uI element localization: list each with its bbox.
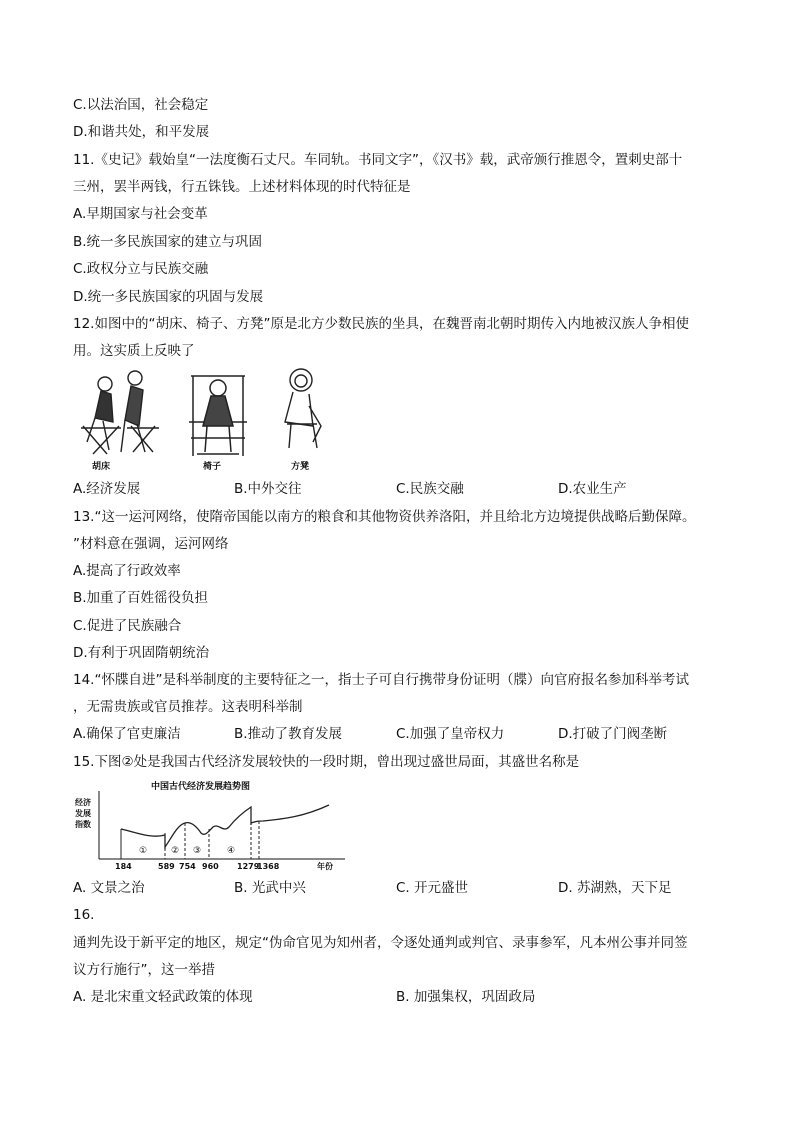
q12-option-d: D.农业生产 [558, 481, 627, 497]
q11-option-a: A.早期国家与社会变革 [73, 206, 208, 222]
q16-option-b: B. 加强集权，巩固政局 [396, 989, 536, 1005]
q15-option-b: B. 光武中兴 [234, 880, 306, 896]
period-label-4: ④ [227, 846, 236, 856]
q14-stem-line-2: ，无需贵族或官员推荐。这表明科举制 [73, 699, 303, 715]
seating-illustration [73, 366, 333, 474]
chart-ylabel-1: 经济 [75, 798, 91, 807]
q14-stem-line-1: 14.“怀牒自进”是科举制度的主要特征之一，指士子可自行携带身份证明（牒）向官府报名参加科举考试 [73, 672, 689, 688]
economy-trend-chart [73, 777, 353, 873]
q14-option-c: C.加强了皇帝权力 [396, 726, 505, 742]
q15-option-d: D. 苏湖熟，天下足 [558, 880, 672, 896]
q16-number: 16. [73, 907, 95, 923]
q13-stem-line-2: ”材料意在强调，运河网络 [73, 536, 229, 552]
x-tick-754: 754 [179, 862, 196, 871]
caption-square-stool: 方凳 [291, 462, 310, 472]
square-stool-drawing [285, 369, 321, 448]
x-tick-960: 960 [202, 862, 219, 871]
seating-drawings [73, 366, 333, 474]
q14-option-b: B.推动了教育发展 [234, 726, 343, 742]
period-label-3: ③ [193, 846, 202, 856]
q12-option-b: B.中外交往 [234, 481, 302, 497]
q10-option-c: C.以法治国，社会稳定 [73, 97, 209, 113]
q16-stem-line-2: 议方行施行”，这一举措 [73, 962, 215, 978]
q14-option-a: A.确保了官吏廉洁 [73, 726, 181, 742]
q11-stem-line-2: 三州，罢半两钱，行五铢钱。上述材料体现的时代特征是 [73, 179, 411, 195]
q11-stem-line-1: 11.《史记》载始皇“一法度衡石丈尺。车同轨。书同文字”，《汉书》载，武帝颁行推恩令，置刺史部十 [73, 152, 683, 168]
q11-option-b: B.统一多民族国家的建立与巩固 [73, 234, 263, 250]
q10-option-d: D.和谐共处，和平发展 [73, 124, 210, 140]
q12-stem-line-1: 12.如图中的“胡床、椅子、方凳”原是北方少数民族的坐具，在魏晋南北朝时期传入内地被汉族人争相使 [73, 316, 689, 332]
period-label-1: ① [139, 846, 148, 856]
q13-stem-line-1: 13.“这一运河网络，使隋帝国能以南方的粮食和其他物资供养洛阳，并且给北方边境提供战略后勤保障。 [73, 509, 696, 525]
q13-option-a: A.提高了行政效率 [73, 563, 181, 579]
q15-stem: 15.下图②处是我国古代经济发展较快的一段时期，曾出现过盛世局面，其盛世名称是 [73, 754, 580, 770]
q13-option-c: C.促进了民族融合 [73, 618, 182, 634]
q12-option-c: C.民族交融 [396, 481, 464, 497]
folding-stool-drawing [81, 371, 159, 454]
q16-option-a: A. 是北宋重文轻武政策的体现 [73, 989, 253, 1005]
x-tick-1368: 1368 [257, 862, 280, 871]
economy-trend-svg [73, 777, 353, 873]
q12-option-a: A.经济发展 [73, 481, 141, 497]
chair-drawing [189, 376, 247, 456]
x-tick-184: 184 [115, 862, 132, 871]
q14-option-d: D.打破了门阀垄断 [558, 726, 668, 742]
caption-chair: 椅子 [203, 462, 222, 472]
q15-option-a: A. 文景之治 [73, 880, 145, 896]
q11-option-c: C.政权分立与民族交融 [73, 261, 209, 277]
x-tick-589: 589 [158, 862, 175, 871]
chart-ylabel-3: 指数 [75, 820, 91, 829]
q16-stem-line-1: 通判先设于新平定的地区，规定“伪命官见为知州者，令逐处通判或判官、录事参军，凡本州公事并同签 [73, 935, 688, 951]
q11-option-d: D.统一多民族国家的巩固与发展 [73, 289, 264, 305]
chart-xlabel: 年份 [317, 862, 333, 871]
q12-stem-line-2: 用。这实质上反映了 [73, 343, 195, 359]
chart-ylabel-2: 发展 [75, 809, 91, 818]
trend-line [121, 805, 329, 849]
chart-title: 中国古代经济发展趋势图 [151, 782, 251, 792]
q15-option-c: C. 开元盛世 [396, 880, 469, 896]
caption-folding-stool: 胡床 [92, 462, 111, 472]
x-tick-1279: 1279 [237, 862, 260, 871]
q13-option-d: D.有利于巩固隋朝统治 [73, 645, 210, 661]
period-label-2: ② [171, 846, 180, 856]
q13-option-b: B.加重了百姓徭役负担 [73, 590, 209, 606]
